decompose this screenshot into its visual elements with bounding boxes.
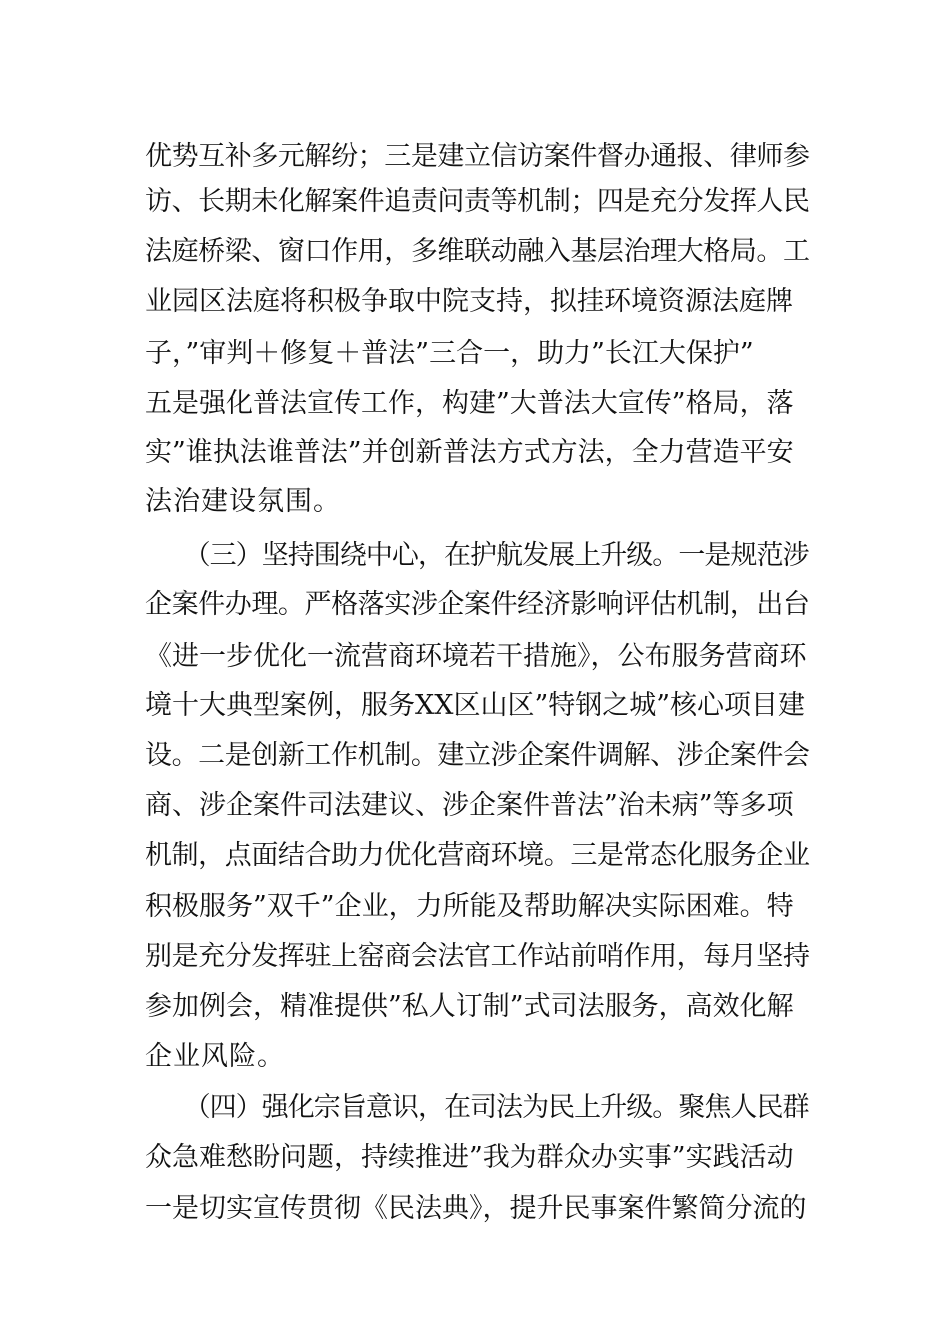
- text-line: 众急难愁盼问题，持续推进”我为群众办实事”实践活动: [145, 1142, 794, 1173]
- text-line: 子，”审判＋修复＋普法”三合一，助力”长江大保护”: [145, 338, 754, 369]
- text-line: 积极服务”双千”企业，力所能及帮助解决实际困难。特: [145, 891, 794, 922]
- text-line: 《进一步优化一流营商环境若干措施》，公布服务营商环: [145, 641, 807, 672]
- text-line: 别是充分发挥驻上窑商会法官工作站前哨作用，每月坚持: [145, 941, 810, 972]
- text-line: 五是强化普法宣传工作，构建”大普法大宣传”格局，落: [145, 388, 794, 419]
- text-line: 一是切实宣传贯彻《民法典》，提升民事案件繁简分流的: [145, 1193, 807, 1224]
- text-line: 机制，点面结合助力优化营商环境。三是常态化服务企业: [145, 840, 810, 871]
- text-line: 企案件办理。严格落实涉企案件经济影响评估机制，出台: [145, 589, 810, 620]
- text-line: 法庭桥梁、窗口作用，多维联动融入基层治理大格局。工: [145, 236, 810, 267]
- text-line: 业园区法庭将积极争取中院支持，拟挂环境资源法庭牌: [145, 286, 793, 317]
- text-line: 企业风险。: [145, 1041, 285, 1072]
- text-line: 法治建设氛围。: [145, 486, 341, 517]
- section-heading-line: （三）坚持围绕中心，在护航发展上升级。一是规范涉: [145, 540, 809, 571]
- text-line: 设。二是创新工作机制。建立涉企案件调解、涉企案件会: [145, 740, 810, 771]
- text-line: 优势互补多元解纷；三是建立信访案件督办通报、律师参: [145, 141, 810, 172]
- text-line: 商、涉企案件司法建议、涉企案件普法”治未病”等多项: [145, 790, 794, 821]
- section-heading-line: （四）强化宗旨意识，在司法为民上升级。聚焦人民群: [145, 1092, 809, 1123]
- text-line: 参加例会，精准提供”私人订制”式司法服务，高效化解: [145, 991, 794, 1022]
- text-line: 境十大典型案例，服务XX区山区”特钢之城”核心项目建: [145, 690, 806, 721]
- text-line: 访、长期未化解案件追责问责等机制；四是充分发挥人民: [145, 186, 810, 217]
- text-line: 实”谁执法谁普法”并创新普法方式方法，全力营造平安: [145, 437, 794, 468]
